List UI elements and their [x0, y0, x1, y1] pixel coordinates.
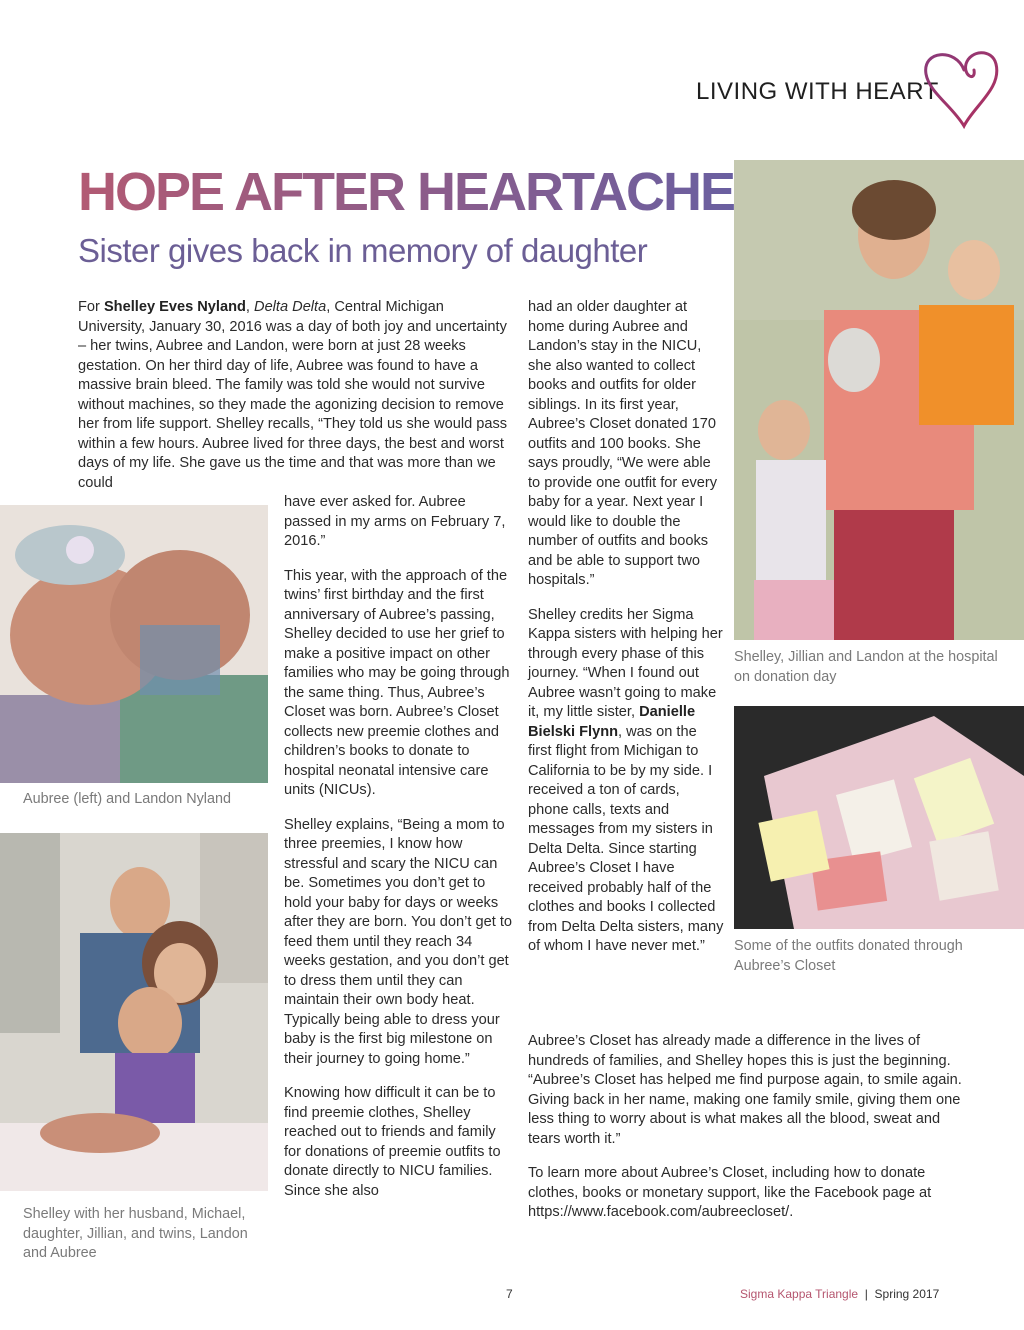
- middle-column: [284, 493, 514, 1201]
- chapter-name: Delta Delta: [254, 299, 327, 315]
- article-subtitle: Sister gives back in memory of daughter: [78, 232, 648, 269]
- footer-separator: |: [858, 1287, 875, 1301]
- donation-day-caption: Shelley, Jillian and Landon at the hospital on donation day: [734, 649, 998, 685]
- outfits-caption: Some of the outfits donated through Aubree’s Closet: [734, 938, 963, 974]
- paragraph: have ever asked for. Aubree passed in my arms on February 7, 2016.”: [284, 494, 506, 549]
- lead-rest: , Central Michigan University, January 30, 2016 was a day of both joy and uncertainty – her twins, Aubree and Landon, were born at just 28 weeks gestation. On her third day of life, Aubree was found to have a massive brain bleed. The family was told she would not survive without machines, so they made the agonizing decision to remove her from life support. Shelley recalls, “They told us she would pass within a few hours. Aubree lived for three days, the best and worst days of my life. She gave us the time and that was more than we could: [78, 299, 508, 491]
- text-run: , was on the first flight from Michigan to California to be by my side. I received a ton of cards, phone calls, texts and messages from my sisters in Delta Delta. Since starting Aubree’s Closet I have received probably half of the clothes and books I collected from Delta Delta sisters, many of whom I have never met.”: [528, 723, 724, 954]
- paragraph: Aubree’s Closet has already made a difference in the lives of hundreds of families, and Shelley hopes this is just the beginning. “Aubree’s Closet has helped me find purpose again, to smile again. Giving back in her name, making one family smile, giving them one less thing to worry about is what makes all the blood, sweat and tears worth it.”: [528, 1033, 962, 1147]
- donation-day-photo: [734, 160, 1024, 640]
- lead-before-name: For: [78, 299, 104, 315]
- article-title: HOPE AFTER HEARTACHE: [78, 162, 735, 222]
- right-column: [528, 298, 724, 957]
- footer-publication-info: [740, 1287, 939, 1301]
- page-number: 7: [506, 1287, 513, 1301]
- paragraph: To learn more about Aubree’s Closet, including how to donate clothes, books or monetary support, like the Facebook page at https://www.facebook.com/aubreecloset/.: [528, 1165, 932, 1220]
- person-name: Danielle Bielski Flynn: [528, 704, 696, 740]
- paragraph: Knowing how difficult it can be to find preemie clothes, Shelley reached out to friends and family for donations of preemie outfits to donate directly to NICU families. Since she also: [284, 1085, 501, 1199]
- lead-comma: ,: [245, 299, 255, 315]
- twins-photo: [0, 505, 268, 783]
- text-run: Shelley credits her Sigma Kappa sisters with helping her through every phase of this journey. “When I found out Aubree wasn’t going to make it, my little sister,: [528, 606, 723, 720]
- family-photo: [0, 833, 268, 1191]
- family-caption: Shelley with her husband, Michael, daughter, Jillian, and twins, Landon and Aubree: [23, 1206, 248, 1261]
- paragraph: had an older daughter at home during Aubree and Landon’s stay in the NICU, she also wanted to collect books and outfits for older siblings. In its first year, Aubree’s Closet donated 170 outfits and 100 books. She says proudly, “We were able to provide one outfit for every baby for a year. Next year I would like to double the number of outfits and books and be able to support two hospitals.”: [528, 299, 718, 588]
- issue-date: Spring 2017: [874, 1287, 940, 1301]
- person-name: Shelley Eves Nyland: [103, 299, 246, 315]
- publication-name: Sigma Kappa Triangle: [740, 1287, 859, 1301]
- paragraph: [528, 606, 724, 957]
- lead-paragraph: [78, 298, 508, 493]
- paragraph: Shelley explains, “Being a mom to three preemies, I know how stressful and scary the NICU can be. Sometimes you don’t get to hold your baby for days or weeks after they are born. You don’t get to feed them until they reach 34 weeks gestation, and you don’t get to dress them until they can maintain their own body heat. Typically being able to dress your baby is the first big milestone on their journey to going home.”: [284, 816, 512, 1067]
- heart-outline-icon: [912, 40, 1004, 132]
- twins-caption: Aubree (left) and Landon Nyland: [23, 791, 232, 807]
- outfits-photo: [734, 706, 1024, 929]
- paragraph: This year, with the approach of the twins’ first birthday and the first anniversary of Aubree’s passing, Shelley decided to use her grief to make a positive impact on other families who may be going through the same thing. Thus, Aubree’s Closet was born. Aubree’s Closet collects new preemie clothes and children’s books to donate to hospital neonatal intensive care units (NICUs).: [284, 567, 510, 798]
- section-header: LIVING WITH HEART: [696, 78, 939, 105]
- closing-section: [528, 1032, 968, 1223]
